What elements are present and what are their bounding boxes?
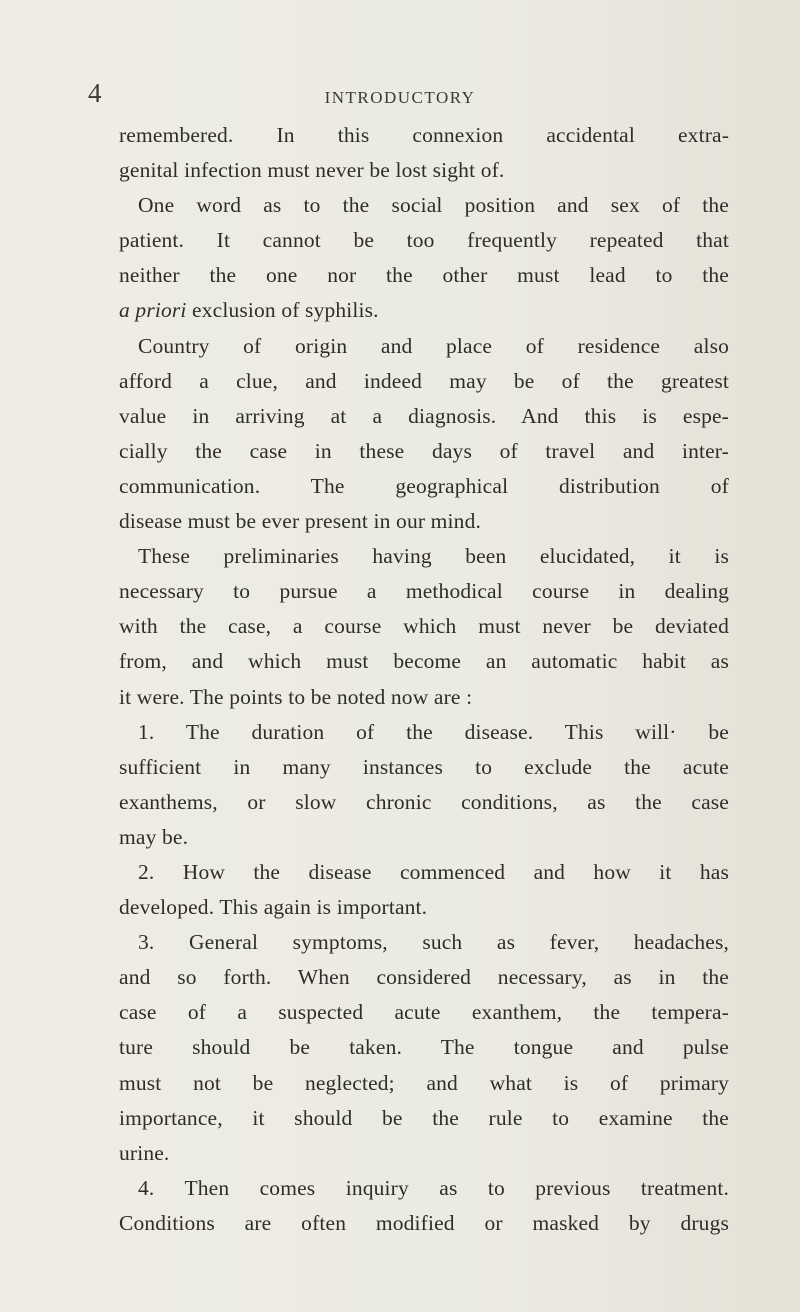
text-line-content: with the case, a course which must never be deviated xyxy=(119,614,729,639)
text-line xyxy=(119,1136,729,1171)
text-line-content: 4. Then comes inquiry as to previous treatment. xyxy=(138,1175,729,1200)
text-line-content: 3. General symptoms, such as fever, headaches, xyxy=(138,930,729,955)
text-line xyxy=(119,995,729,1030)
text-line-content: cially the case in these days of travel and inter- xyxy=(119,438,729,463)
text-line xyxy=(119,329,729,364)
text-line-content: neither the one nor the other must lead to the xyxy=(119,263,729,288)
body-text xyxy=(119,118,729,1241)
text-line xyxy=(119,785,729,820)
text-line xyxy=(119,750,729,785)
text-line xyxy=(119,890,729,925)
text-line xyxy=(119,609,729,644)
text-line-content: necessary to pursue a methodical course in dealing xyxy=(119,579,729,604)
text-line-content: These preliminaries having been elucidated, it is xyxy=(138,544,729,569)
text-line-content: genital infection must never be lost sight of. xyxy=(119,158,505,183)
text-line xyxy=(119,153,729,188)
text-line xyxy=(119,399,729,434)
text-line-content: Country of origin and place of residence also xyxy=(138,333,729,358)
text-line xyxy=(119,504,729,539)
text-line xyxy=(119,960,729,995)
text-line xyxy=(119,574,729,609)
text-line-content: afford a clue, and indeed may be of the greatest xyxy=(119,368,729,393)
text-line-content: and so forth. When considered necessary, as in the xyxy=(119,965,729,990)
text-line xyxy=(119,364,729,399)
text-line xyxy=(119,539,729,574)
page-number: 4 xyxy=(88,78,102,108)
text-line-content: communication. The geographical distribution of xyxy=(119,473,729,498)
text-line xyxy=(119,925,729,960)
text-line-content: urine. xyxy=(119,1140,170,1165)
text-line xyxy=(119,1030,729,1065)
text-line xyxy=(119,258,729,293)
text-line-content: must not be neglected; and what is of primary xyxy=(119,1070,729,1095)
text-line xyxy=(119,118,729,153)
text-line xyxy=(119,434,729,469)
text-line-content: it were. The points to be noted now are : xyxy=(119,684,473,709)
text-line-content: 2. How the disease commenced and how it has xyxy=(138,859,729,884)
text-line-content: exanthems, or slow chronic conditions, as the case xyxy=(119,789,729,814)
text-line-content: importance, it should be the rule to examine the xyxy=(119,1105,729,1130)
text-line-content: remembered. In this connexion accidental extra- xyxy=(119,123,729,147)
text-line-content: One word as to the social position and sex of the xyxy=(138,193,729,218)
text-line xyxy=(119,1206,729,1241)
text-line-content: ture should be taken. The tongue and pulse xyxy=(119,1035,729,1060)
text-line xyxy=(119,1066,729,1101)
text-line xyxy=(119,820,729,855)
text-line xyxy=(119,1171,729,1206)
text-line-content: value in arriving at a diagnosis. And this is espe- xyxy=(119,403,729,428)
text-line-content: sufficient in many instances to exclude the acute xyxy=(119,754,729,779)
text-line xyxy=(119,293,729,328)
text-line-content: developed. This again is important. xyxy=(119,895,428,920)
text-line-content: patient. It cannot be too frequently repeated that xyxy=(119,228,729,253)
text-line-content: 1. The duration of the disease. This will· be xyxy=(138,719,729,744)
text-line-content: from, and which must become an automatic habit as xyxy=(119,649,729,674)
text-line-content: disease must be ever present in our mind. xyxy=(119,509,482,534)
text-line xyxy=(119,469,729,504)
text-line-content: a priori exclusion of syphilis. xyxy=(119,298,379,323)
text-line xyxy=(119,188,729,223)
text-line xyxy=(119,644,729,679)
text-line-content: case of a suspected acute exanthem, the tempera- xyxy=(119,1000,729,1025)
running-head: INTRODUCTORY xyxy=(324,88,476,107)
text-line xyxy=(119,855,729,890)
text-line-content: Conditions are often modified or masked by drugs xyxy=(119,1210,729,1235)
text-line xyxy=(119,1101,729,1136)
text-line xyxy=(119,715,729,750)
text-line-content: may be. xyxy=(119,824,189,849)
text-line xyxy=(119,680,729,715)
text-line xyxy=(119,223,729,258)
